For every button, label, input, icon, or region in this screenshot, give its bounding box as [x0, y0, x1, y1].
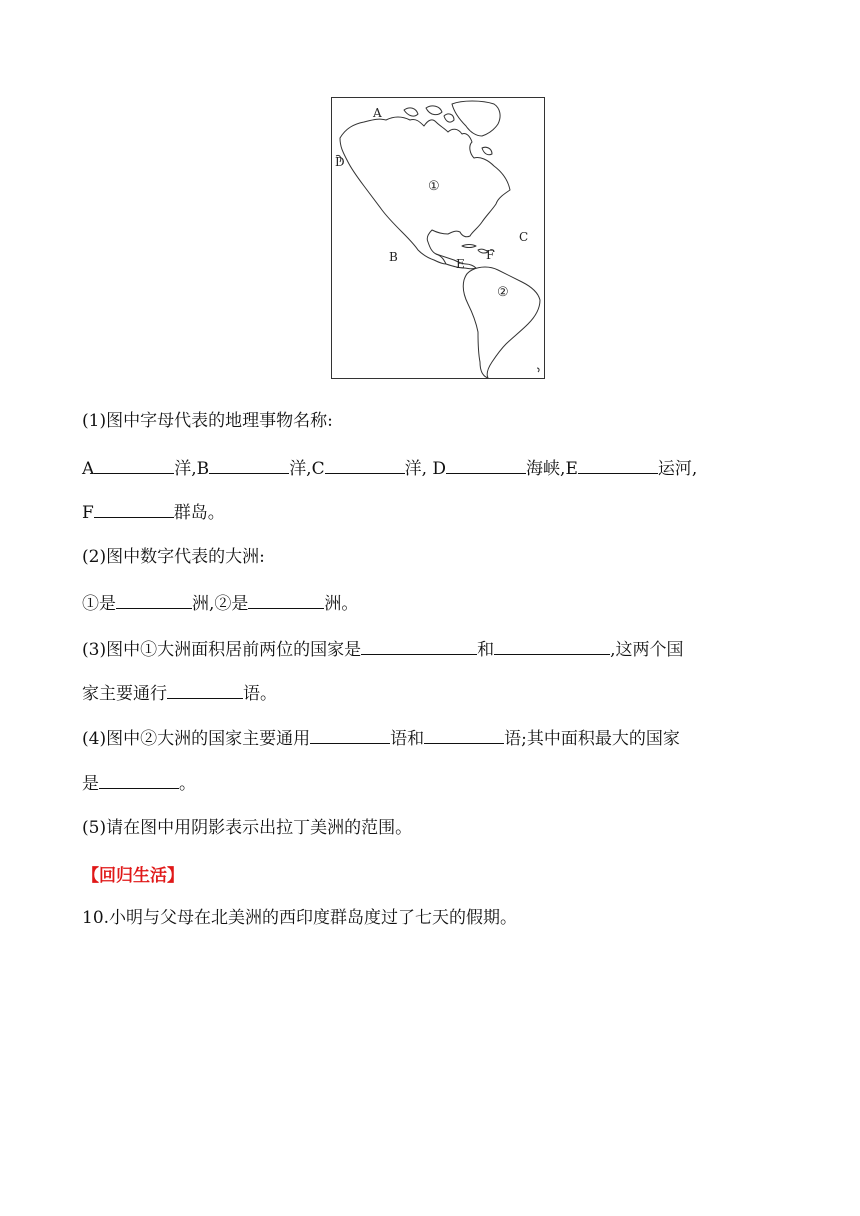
- q4-blank-1[interactable]: [310, 725, 390, 744]
- q2-blank-1[interactable]: [116, 590, 192, 609]
- q2-p1: ①是: [82, 594, 116, 614]
- q4-p4: 是: [82, 774, 99, 794]
- map-label-a: A: [373, 106, 382, 120]
- q1-blanks-line: [82, 455, 697, 481]
- q1-a-suffix: 洋,B: [174, 459, 210, 479]
- q3-p4: 家主要通行: [82, 684, 167, 704]
- q1-e-suffix: 运河,: [657, 459, 698, 479]
- q3-line1: [82, 636, 684, 662]
- q4-p2: 语和: [390, 729, 425, 749]
- q1-blank-c[interactable]: [325, 455, 405, 474]
- q2-p2: 洲,②是: [192, 594, 249, 614]
- q3-blank-1[interactable]: [361, 636, 477, 655]
- map-label-2: ②: [497, 285, 509, 300]
- americas-map: [331, 97, 545, 379]
- q1-f-line: [82, 499, 225, 525]
- q3-p1: (3)图中①大洲面积居前两位的国家是: [82, 640, 362, 660]
- map-label-f: F: [486, 248, 495, 262]
- q4-p1: (4)图中②大洲的国家主要通用: [82, 729, 311, 749]
- q1-blank-b[interactable]: [209, 455, 289, 474]
- q2-p3: 洲。: [324, 594, 359, 614]
- q1-f-suffix: 群岛。: [173, 503, 225, 523]
- q2-line: [82, 590, 358, 616]
- q5-text: (5)请在图中用阴影表示出拉丁美洲的范围。: [82, 818, 413, 838]
- q3-p5: 语。: [243, 684, 277, 704]
- q3-blank-3[interactable]: [167, 680, 243, 699]
- q1-a-prefix: A: [82, 459, 95, 479]
- map-label-1: ①: [428, 179, 440, 194]
- q2-blank-2[interactable]: [248, 590, 324, 609]
- q1-blank-f[interactable]: [94, 499, 174, 518]
- q4-p3: 语;其中面积最大的国家: [504, 729, 680, 749]
- section-title: 【回归生活】: [82, 866, 184, 886]
- q2-intro: (2)图中数字代表的大洲:: [82, 547, 265, 567]
- q1-b-suffix: 洋,C: [289, 459, 325, 479]
- q4-blank-3[interactable]: [99, 770, 179, 789]
- q1-d-suffix: 海峡,E: [526, 459, 578, 479]
- map-label-b: B: [389, 250, 398, 264]
- q1-c-suffix: 洋, D: [404, 459, 447, 479]
- q4-p5: 。: [179, 774, 196, 794]
- q4-blank-2[interactable]: [424, 725, 504, 744]
- q3-p3: ,这两个国: [610, 640, 684, 660]
- map-label-e: E: [456, 257, 465, 271]
- q1-intro: (1)图中字母代表的地理事物名称:: [82, 411, 333, 431]
- q1-blank-e[interactable]: [578, 455, 658, 474]
- q3-blank-2[interactable]: [494, 636, 610, 655]
- map-label-d: D: [335, 155, 345, 169]
- americas-outline: [332, 98, 545, 379]
- map-label-c: C: [519, 230, 529, 244]
- q1-blank-d[interactable]: [446, 455, 526, 474]
- q10-text: 10.小明与父母在北美洲的西印度群岛度过了七天的假期。: [82, 908, 518, 928]
- q3-line2: [82, 680, 277, 706]
- q1-blank-a[interactable]: [94, 455, 174, 474]
- q3-p2: 和: [477, 640, 495, 660]
- q4-line1: [82, 725, 680, 751]
- q1-f-prefix: F: [82, 503, 94, 523]
- q4-line2: [82, 770, 196, 796]
